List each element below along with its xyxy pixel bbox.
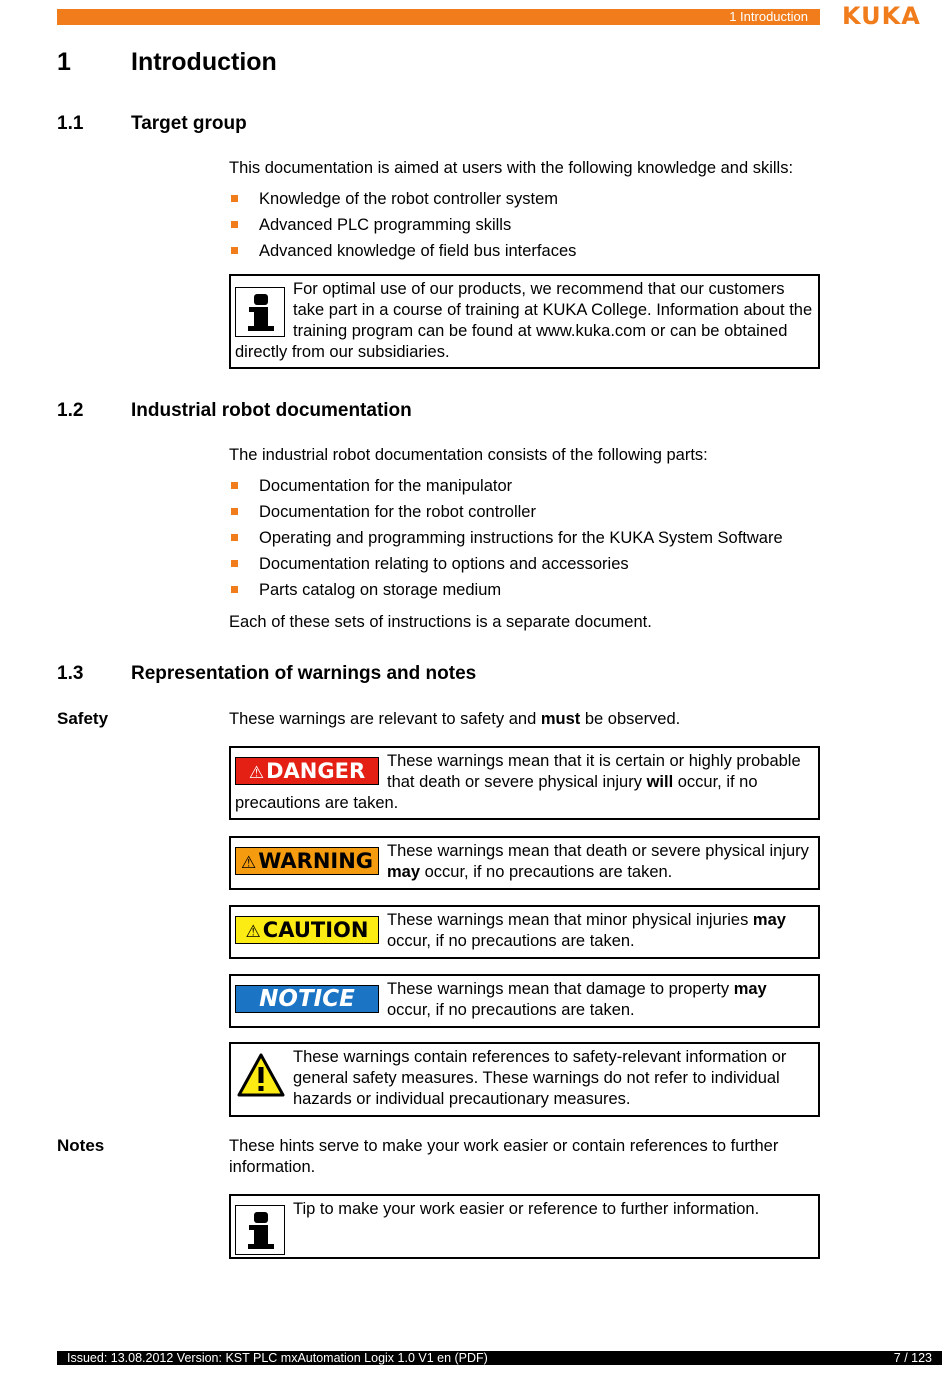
notice-text: These warnings mean that damage to property may occur, if no precautions are taken. (387, 980, 767, 1019)
warning-triangle-icon: ⚠ (240, 853, 257, 873)
list-item: Documentation for the manipulator (229, 476, 783, 502)
caution-box (229, 905, 820, 959)
danger-box (229, 746, 820, 820)
notes-intro: These hints serve to make your work easier or contain references to further information. (229, 1137, 779, 1176)
section-1-1-number: 1.1 (57, 113, 84, 134)
footer-issued: Issued: 13.08.2012 Version: KST PLC mxAutomation Logix 1.0 V1 en (PDF) (67, 1351, 488, 1365)
chapter-title: Introduction (131, 48, 277, 76)
warning-box (229, 836, 820, 890)
documentation-intro: The industrial robot documentation consists of the following parts: (229, 446, 708, 464)
safety-intro: These warnings are relevant to safety and must be observed. (229, 710, 681, 728)
info-icon (235, 287, 285, 337)
target-group-list (229, 189, 576, 267)
warning-badge: ⚠WARNING (235, 847, 379, 875)
danger-text: These warnings mean that it is certain or highly probable that death or severe physical injury will occur, if no precautions are taken. (235, 752, 801, 812)
header-bar (57, 9, 820, 25)
list-item: Operating and programming instructions for the KUKA System Software (229, 528, 783, 554)
notice-box (229, 974, 820, 1028)
warning-text: These warnings mean that death or severe physical injury may occur, if no precautions are taken. (387, 842, 809, 881)
warning-triangle-icon: ⚠ (245, 922, 261, 942)
tip-box (229, 1194, 820, 1259)
notes-label: Notes (57, 1136, 105, 1155)
training-note-box (229, 274, 820, 369)
notice-badge: NOTICE (235, 985, 379, 1013)
section-1-3-number: 1.3 (57, 663, 84, 684)
header-section: 1 Introduction (729, 9, 808, 24)
kuka-logo: KUKA (842, 2, 921, 30)
page-number: 7 / 123 (893, 1351, 932, 1365)
caution-badge: ⚠CAUTION (235, 916, 379, 944)
list-item: Parts catalog on storage medium (229, 580, 783, 606)
documentation-list (229, 476, 783, 606)
danger-badge: ⚠DANGER (235, 757, 379, 785)
list-item: Documentation relating to options and accessories (229, 554, 783, 580)
section-1-2-number: 1.2 (57, 400, 84, 421)
chapter-number: 1 (57, 48, 71, 76)
target-group-intro: This documentation is aimed at users with the following knowledge and skills: (229, 159, 794, 177)
general-safety-box (229, 1042, 820, 1117)
caution-text: These warnings mean that minor physical injuries may occur, if no precautions are taken. (387, 911, 786, 950)
safety-label: Safety (57, 709, 109, 728)
info-icon (235, 1205, 285, 1255)
general-safety-text: These warnings contain references to safety-relevant information or general safety measures. These warnings do not refer to individual hazards or individual precautionary measures. (293, 1048, 787, 1108)
list-item: Advanced knowledge of field bus interfaces (229, 241, 576, 267)
section-1-1-title: Target group (131, 113, 247, 134)
warning-triangle-icon (237, 1053, 285, 1097)
training-note-text: For optimal use of our products, we recommend that our customers take part in a course of training at KUKA College. Information about the training program can be found at www.kuka.com or can be obtained directly from our subsidiaries. (235, 280, 813, 361)
section-1-2-title: Industrial robot documentation (131, 400, 412, 421)
documentation-outro: Each of these sets of instructions is a separate document. (229, 613, 652, 631)
section-1-3-title: Representation of warnings and notes (131, 663, 477, 684)
list-item: Documentation for the robot controller (229, 502, 783, 528)
footer-bar (57, 1351, 942, 1365)
list-item: Advanced PLC programming skills (229, 215, 576, 241)
warning-triangle-icon: ⚠ (248, 763, 265, 783)
tip-text: Tip to make your work easier or reference to further information. (293, 1200, 760, 1218)
list-item: Knowledge of the robot controller system (229, 189, 576, 215)
